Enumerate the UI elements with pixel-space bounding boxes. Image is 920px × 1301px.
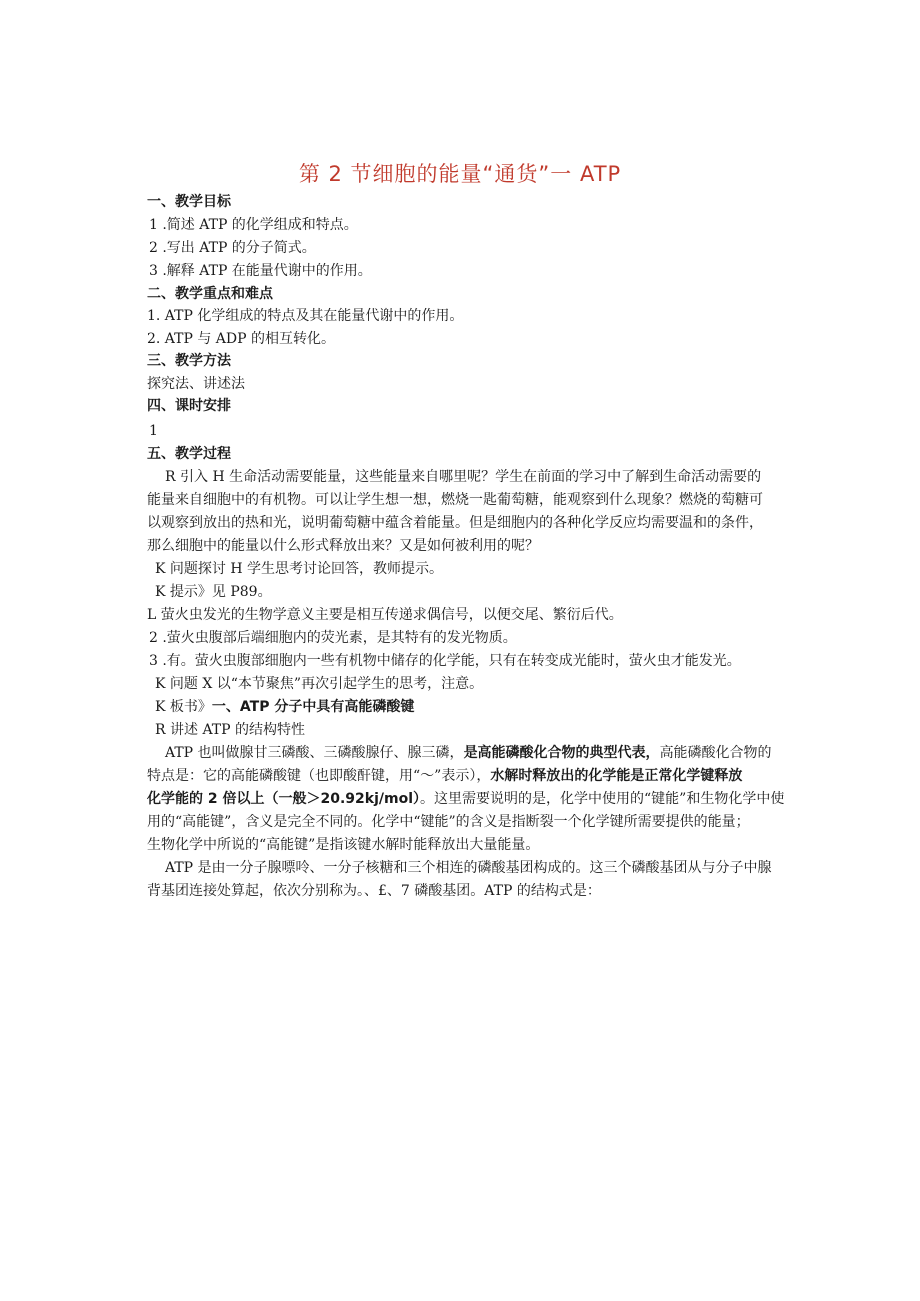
key-point-item: 1. ATP 化学组成的特点及其在能量代谢中的作用。 [147,308,464,324]
key-point-item: 2. ATP 与 ADP 的相互转化。 [147,331,336,347]
intro-line: R 引入 H 生命活动需要能量，这些能量来自哪里呢？学生在前面的学习中了解到生命活动需要的 [165,469,762,485]
para1-line [147,789,784,809]
board-title: 一、ATP 分子中具有高能磷酸键 [211,699,415,715]
para1-text: ATP 也叫做腺甘三磷酸、三磷酸腺仔、腺三磷， [165,745,464,761]
schedule-text: 1 [149,423,158,439]
para1-line: 用的“高能键”，含义是完全不同的。化学中“键能”的含义是指断裂一个化学键所需要提供的能量； [147,814,750,830]
para1-bold: 是高能磷酸化合物的典型代表， [463,745,660,761]
heading-process: 五、教学过程 [147,446,231,462]
para1-text: 特点是：它的高能磷酸键（也即酸酐键，用“～”表示）， [147,768,491,784]
board-prefix: K 板书》 [155,699,212,715]
intro-line: 那么细胞中的能量以什么形式释放出来？又是如何被利用的呢？ [147,538,539,554]
objective-item: 2 .写出 ATP 的分子简式。 [149,240,316,256]
answer-item: L 萤火虫发光的生物学意义主要是相互传递求偶信号，以便交尾、繁衍后代。 [147,607,623,623]
para1-line: 生物化学中所说的“高能键”是指该键水解时能释放出大量能量。 [147,837,540,853]
para1-line [147,766,742,786]
para2-line: 背基团连接处算起，依次分别称为。、£、7 磷酸基团。ATP 的结构式是： [147,883,601,899]
hint-text: K 提示》见 P89。 [155,584,272,600]
question-discussion: K 问题探讨 H 学生思考讨论回答，教师提示。 [155,561,444,577]
intro-line: 以观察到放出的热和光，说明葡萄糖中蕴含着能量。但是细胞内的各种化学反应均需要温和的条件， [147,515,763,531]
board-heading [155,697,414,717]
intro-line: 能量来自细胞中的有机物。可以让学生想一想，燃烧一匙葡萄糖，能观察到什么现象？燃烧的萄糖可 [147,492,763,508]
objective-item: 3 .解释 ATP 在能量代谢中的作用。 [149,263,372,279]
heading-methods: 三、教学方法 [147,353,231,369]
document-title: 第 2 节细胞的能量“通货”一 ATP [298,162,622,186]
heading-schedule: 四、课时安排 [147,398,231,414]
answer-item: 2 .萤火虫腹部后端细胞内的荧光素，是其特有的发光物质。 [149,630,517,646]
methods-text: 探究法、讲述法 [147,376,245,392]
explain-text: R 讲述 ATP 的结构特性 [155,722,305,738]
answer-item: 3 .有。萤火虫腹部细胞内一些有机物中储存的化学能，只有在转变成光能时，萤火虫才能发光。 [149,653,741,669]
heading-objectives: 一、教学目标 [147,194,231,210]
objective-item: 1 .简述 ATP 的化学组成和特点。 [149,217,358,233]
para1-bold: 水解时释放出的化学能是正常化学键释放 [490,768,743,784]
para1-line [165,743,772,763]
heading-key-points: 二、教学重点和难点 [147,286,273,302]
question-focus: K 问题 X 以“本节聚焦”再次引起学生的思考，注意。 [155,676,484,692]
para1-bold: 化学能的 2 倍以上（一般＞20.92kj/mol） [147,791,420,807]
para1-text: 高能磷酸化合物的 [659,745,772,761]
para1-text: 。这里需要说明的是，化学中使用的“键能”和生物化学中使 [420,791,785,807]
para2-line: ATP 是由一分子腺嘌呤、一分子核糖和三个相连的磷酸基团构成的。这三个磷酸基团从与分子中腺 [165,860,772,876]
